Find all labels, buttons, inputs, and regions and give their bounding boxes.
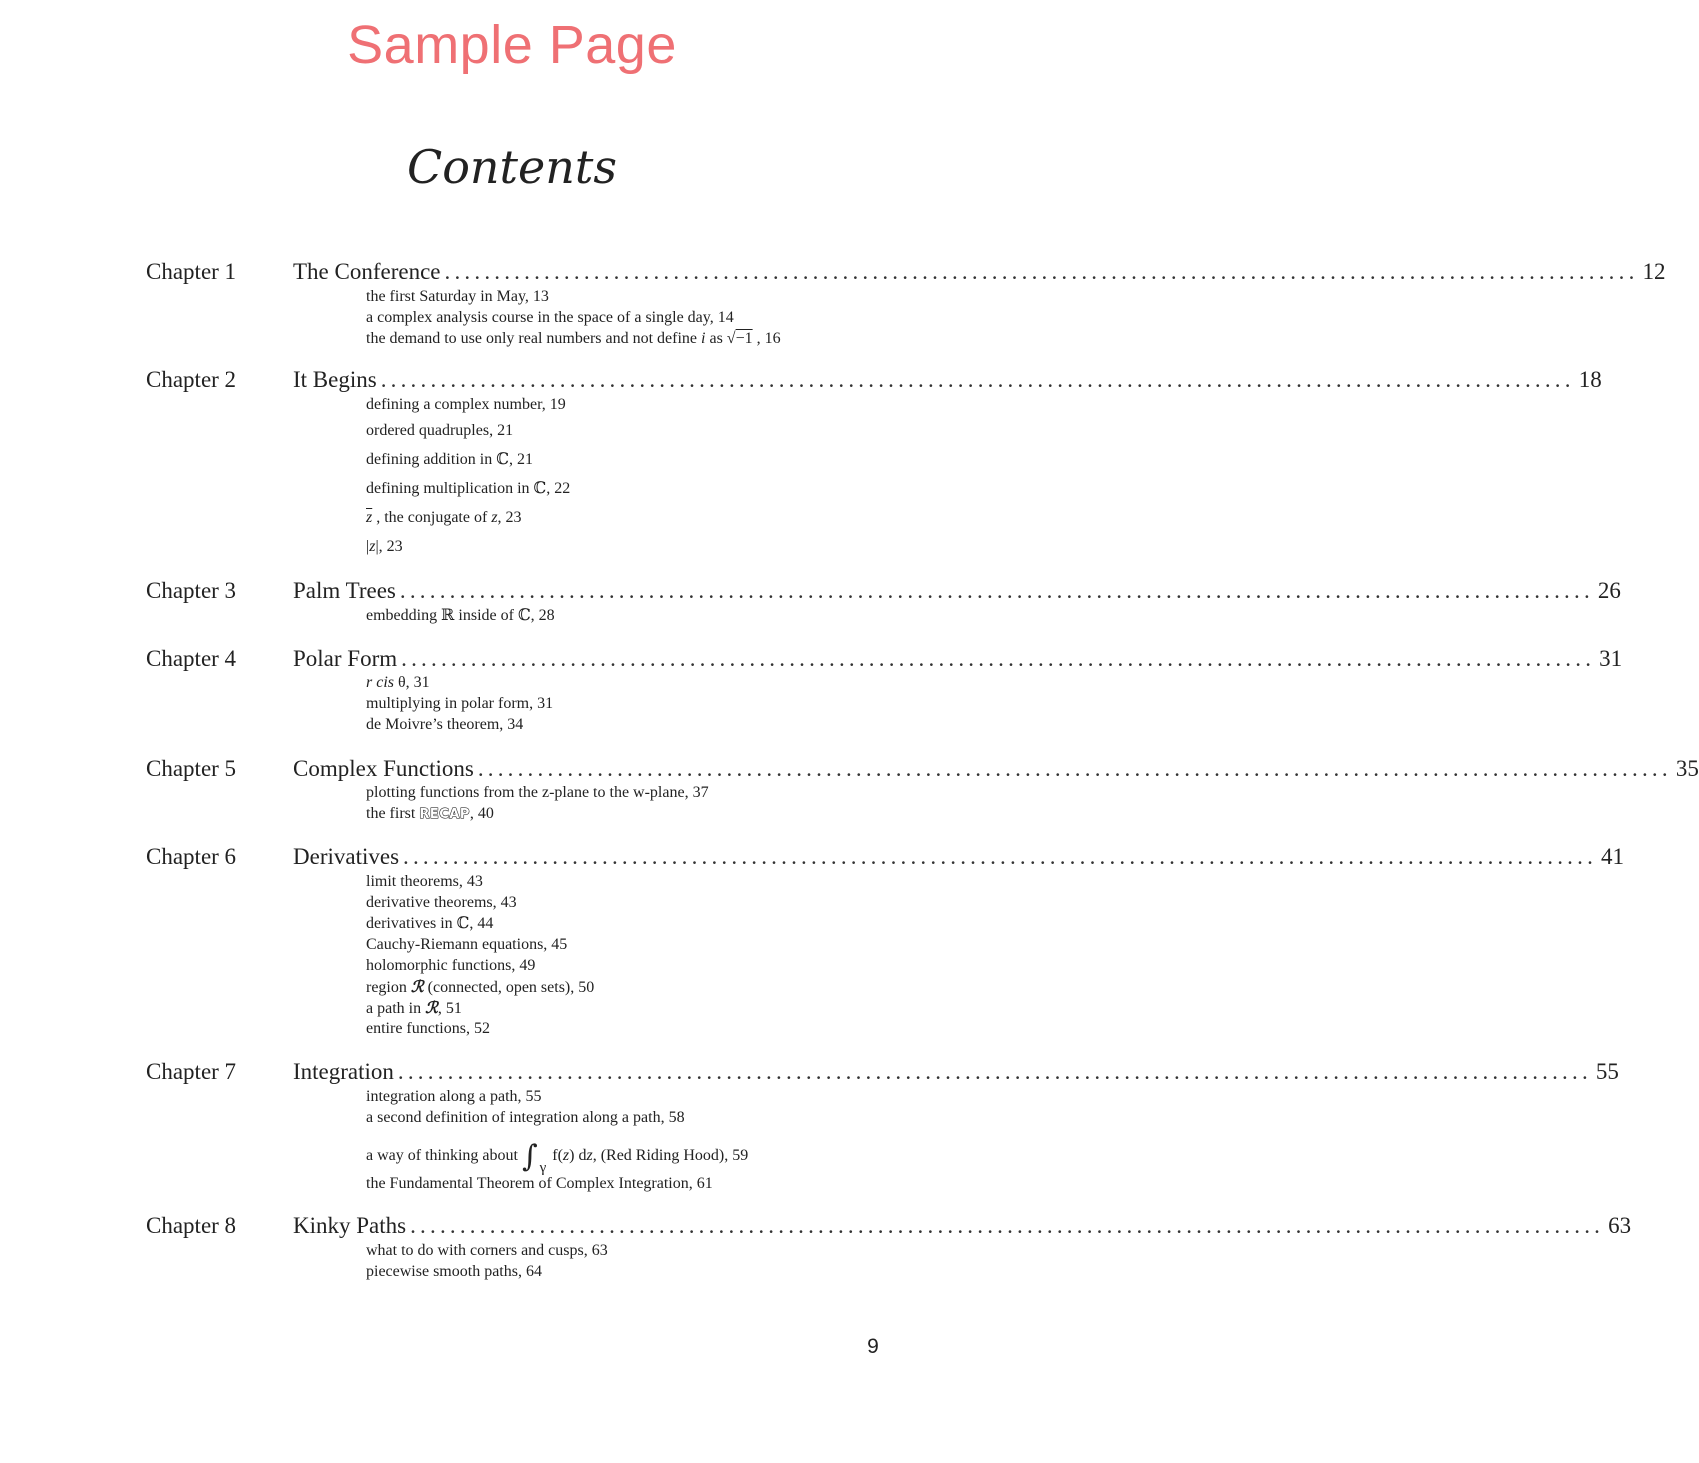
toc-entry: embedding ℝ inside of ℂ, 28 xyxy=(366,607,555,624)
chapter-label: Chapter 7 xyxy=(146,1059,237,1084)
chapter-title: Integration xyxy=(293,1059,394,1084)
chapter-title: Derivatives xyxy=(293,844,400,869)
chapter-label: Chapter 1 xyxy=(146,259,237,284)
toc-entry: a way of thinking about ∫ γf(z) dz, (Red Riding Hood), 59 xyxy=(366,1139,749,1176)
toc-entry: defining multiplication in ℂ, 22 xyxy=(366,480,571,497)
chapter-label: Chapter 5 xyxy=(146,756,237,781)
chapter-label: Chapter 2 xyxy=(146,367,237,392)
chapter-page: 12 xyxy=(1642,259,1666,284)
toc-entry: ordered quadruples, 21 xyxy=(366,422,514,439)
chapter-page: 41 xyxy=(1601,844,1625,869)
toc-entry: limit theorems, 43 xyxy=(366,873,483,890)
chapter-label: Chapter 8 xyxy=(146,1213,237,1238)
toc-entry: integration along a path, 55 xyxy=(366,1088,542,1105)
chapter-label: Chapter 4 xyxy=(146,646,237,671)
toc-entry: the Fundamental Theorem of Complex Integration, 61 xyxy=(366,1175,713,1192)
toc-entry: the first Saturday in May, 13 xyxy=(366,288,549,305)
chapter-label: Chapter 6 xyxy=(146,844,237,869)
toc-entry: r cis θ, 31 xyxy=(366,674,430,691)
chapter-page: 35 xyxy=(1675,756,1699,781)
chapter-title-line[interactable] xyxy=(293,1058,1619,1086)
toc-entry: holomorphic functions, 49 xyxy=(366,957,536,974)
recap-badge: RECAP xyxy=(419,807,470,822)
toc-entry: derivatives in ℂ, 44 xyxy=(366,915,494,932)
toc-entry: Cauchy-Riemann equations, 45 xyxy=(366,936,568,953)
dot-leader: ........................................................................................................................ xyxy=(380,367,1575,392)
chapter-title: It Begins xyxy=(293,367,377,392)
dot-leader: ........................................................................................................................ xyxy=(410,1213,1605,1238)
toc-entry: derivative theorems, 43 xyxy=(366,894,517,911)
chapter-page: 18 xyxy=(1578,367,1602,392)
chapter-page: 55 xyxy=(1595,1059,1619,1084)
toc-entry: piecewise smooth paths, 64 xyxy=(366,1263,542,1280)
toc-entry: defining addition in ℂ, 21 xyxy=(366,451,533,468)
dot-leader: ........................................................................................................................ xyxy=(477,756,1672,781)
chapter-title-line[interactable] xyxy=(293,645,1623,673)
toc-entry: a second definition of integration along a path, 58 xyxy=(366,1109,685,1126)
chapter-title: The Conference xyxy=(293,259,441,284)
toc-entry: entire functions, 52 xyxy=(366,1020,490,1037)
dot-leader: ........................................................................................................................ xyxy=(444,259,1639,284)
dot-leader: ........................................................................................................................ xyxy=(397,1059,1592,1084)
chapter-title-line[interactable] xyxy=(293,755,1699,783)
chapter-title-line[interactable] xyxy=(293,366,1602,394)
toc-entry: what to do with corners and cusps, 63 xyxy=(366,1242,608,1259)
toc-entry: region ℛ (connected, open sets), 50 xyxy=(366,977,595,996)
dot-leader: ........................................................................................................................ xyxy=(403,844,1598,869)
sample-page-watermark: Sample Page xyxy=(347,15,677,75)
chapter-title: Kinky Paths xyxy=(293,1213,407,1238)
toc-entry: |z|, 23 xyxy=(366,538,403,555)
dot-leader: ........................................................................................................................ xyxy=(401,646,1596,671)
toc-entry: a path in ℛ, 51 xyxy=(366,998,462,1017)
chapter-title-line[interactable] xyxy=(293,843,1625,871)
chapter-label: Chapter 3 xyxy=(146,578,237,603)
page-title: Contents xyxy=(407,140,617,194)
chapter-title-line[interactable] xyxy=(293,1212,1632,1240)
toc-entry: $\overline{z}$ , the conjugate of z, 23 xyxy=(366,509,522,526)
chapter-title-line[interactable] xyxy=(293,258,1666,286)
toc-entry: the first RECAP, 40 xyxy=(366,805,494,822)
toc-entry: a complex analysis course in the space of a single day, 14 xyxy=(366,309,734,326)
dot-leader: ........................................................................................................................ xyxy=(399,578,1594,603)
page-number: 9 xyxy=(867,1335,879,1358)
chapter-title: Palm Trees xyxy=(293,578,396,603)
toc-entry: plotting functions from the z-plane to the w-plane, 37 xyxy=(366,784,709,801)
toc-entry: multiplying in polar form, 31 xyxy=(366,695,554,712)
integral-symbol: ∫ xyxy=(521,1139,538,1174)
chapter-title-line[interactable] xyxy=(293,577,1621,605)
toc-entry: the demand to use only real numbers and not define i as √−1 , 16 xyxy=(366,330,781,347)
toc-entry: de Moivre’s theorem, 34 xyxy=(366,716,524,733)
chapter-title: Polar Form xyxy=(293,646,398,671)
chapter-title: Complex Functions xyxy=(293,756,474,781)
chapter-page: 26 xyxy=(1597,578,1621,603)
chapter-page: 63 xyxy=(1608,1213,1632,1238)
toc-entry: defining a complex number, 19 xyxy=(366,396,566,413)
chapter-page: 31 xyxy=(1599,646,1623,671)
